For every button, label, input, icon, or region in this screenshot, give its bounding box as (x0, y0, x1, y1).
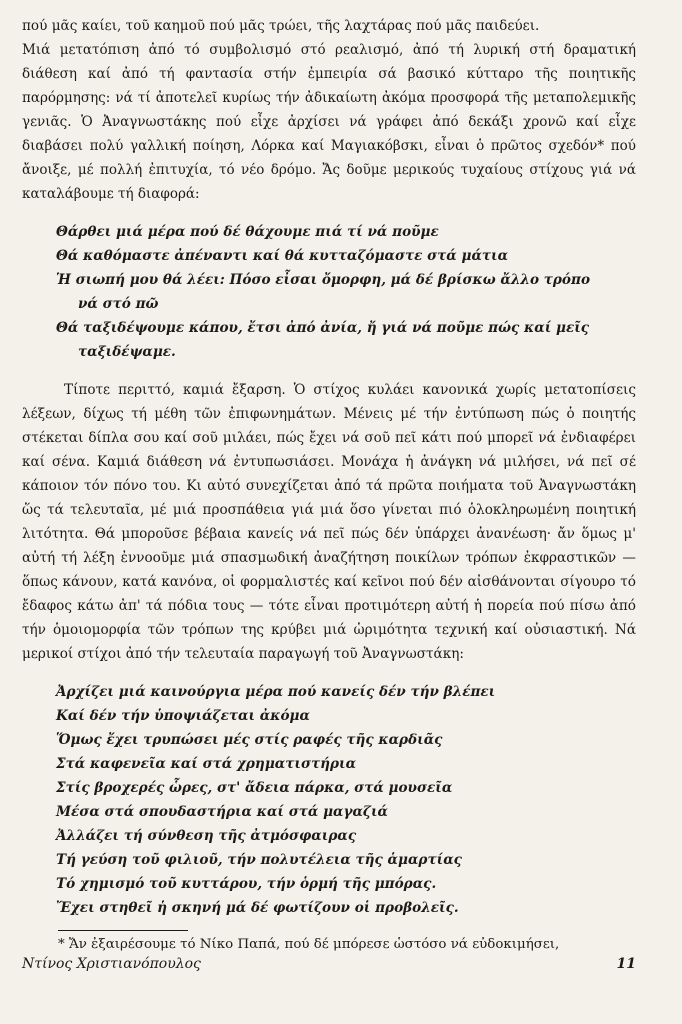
verse-line: Ἀρχίζει μιά καινούργια μέρα πού κανείς δέν τήν βλέπει (56, 684, 496, 700)
verse-line: Ἀλλάζει τή σύνθεση τῆς ἀτμόσφαιρας (56, 828, 357, 844)
verse-line-continuation: ταξιδέψαμε. (78, 344, 176, 360)
paragraph-continuation: πού μᾶς καίει, τοῦ καημοῦ πού μᾶς τρώει, τῆς λαχτάρας πού μᾶς παιδεύει. (22, 18, 540, 34)
verse-line: Θά καθόμαστε ἀπέναντι καί θά κυτταζόμαστε στά μάτια (56, 248, 509, 264)
verse-line: Τό χημισμό τοῦ κυττάρου, τήν ὁρμή τῆς μπόρας. (56, 876, 437, 892)
verse-line: Ὅμως ἔχει τρυπώσει μές στίς ραφές τῆς καρδιᾶς (56, 732, 443, 748)
verse-line: Ἔχει στηθεῖ ἡ σκηνή μά δέ φωτίζουν οἱ προβολεῖς. (56, 900, 459, 916)
verse-line: Καί δέν τήν ὑποψιάζεται ἀκόμα (56, 708, 310, 724)
running-author: Ντίνος Χριστιανόπουλος (22, 956, 201, 972)
paragraph-commentary: Τίποτε περιττό, καμιά ἔξαρση. Ὁ στίχος κυλάει κανονικά χωρίς μετατοπίσεις λέξεων, δίχως τή μέθη τῶν ἐπιφωνημάτων. Μένεις μέ τήν ἐντύπωση πώς ὁ ποιητής στέκεται δίπλα σου καί σοῦ μιλάει, πώς ἔχει νά σοῦ πεῖ κάτι πού μπορεῖ νά ἐνδιαφέρει καί σένα. Καμιά διάθεση νά ἐντυπωσιάσει. Μονάχα ἡ ἀνάγκη νά μιλήσει, νά πεῖ σέ κάποιον τόν πόνο του. Κι αὐτό συνεχίζεται ἀπό τά πρῶτα ποιήματα τοῦ Ἀναγνωστάκη ὥς τά τελευταῖα, μέ μιά προσπάθεια γιά μιά ὅσο γίνεται πιό ὁλοκληρωμένη ποιητική λιτότητα. Θά μποροῦσε βέβαια κανείς νά πεῖ πώς δέν ὑπάρχει ἀνανέωση· ἄν ὅμως μ' αὐτή τή λέξη ἐννοοῦμε μιά σπασμωδική ἀναζήτηση ποικίλων τρόπων ἐκφραστικῶν — ὅπως κάνουν, κατά κανόνα, οἱ φορμαλιστές καί κεῖνοι πού δέν αἰσθάνονται σίγουρο τό ἔδαφος κάτω ἀπ' τά πόδια τους — τότε εἶναι προτιμότερη αὐτή ἡ πορεία πού πίσω ἀπό τήν ὁμοιομορφία τῶν τρόπων της κρύβει μιά ὡριμότητα τεχνική καί οὐσιαστική. Νά μερικοί στίχοι ἀπό τήν τελευταία παραγωγή τοῦ Ἀναγνωστάκη: (22, 382, 636, 662)
verse-line: Μέσα στά σπουδαστήρια καί στά μαγαζιά (56, 804, 389, 820)
verse-line-continuation: νά στό πῶ (78, 296, 159, 312)
verse-line: Στίς βροχερές ὧρες, στ' ἄδεια πάρκα, στά μουσεῖα (56, 780, 453, 796)
verse-block-1 (56, 220, 636, 364)
page-number: 11 (616, 956, 636, 972)
paragraph-intro: Μιά μετατόπιση ἀπό τό συμβολισμό στό ρεαλισμό, ἀπό τή λυρική στή δραματική διάθεση καί ἀπό τή φαντασία στήν ἐμπειρία σά βασικό κύτταρο τῆς ποιητικῆς παρόρμησης: νά τί ἀποτελεῖ κυρίως τήν ἀδικαίωτη ἀκόμα προσφορά τῆς μεταπολεμικῆς γενιᾶς. Ὁ Ἀναγνωστάκης πού εἶχε ἀρχίσει νά γράφει ἀπό δεκάξι χρονῶ καί εἶχε διαβάσει πολύ γαλλική ποίηση, Λόρκα καί Μαγιακόβσκι, εἶναι ὁ πρῶτος σχεδόν* πού ἄνοιξε, μέ πολλή ἐπιτυχία, τό νέο δρόμο. Ἄς δοῦμε μερικούς τυχαίους στίχους γιά νά καταλάβουμε τή διαφορά: (22, 42, 636, 202)
page-footer (22, 956, 636, 972)
verse-line: Τή γεύση τοῦ φιλιοῦ, τήν πολυτέλεια τῆς ἁμαρτίας (56, 852, 462, 868)
verse-line: Θάρθει μιά μέρα πού δέ θάχουμε πιά τί νά ποῦμε (56, 224, 439, 240)
verse-line: Ἡ σιωπή μου θά λέει: Πόσο εἶσαι ὄμορφη, μά δέ βρίσκω ἄλλο τρόπο (56, 272, 591, 288)
footnote-divider (58, 930, 188, 931)
verse-line: Θά ταξιδέψουμε κάπου, ἔτσι ἀπό ἀνία, ἤ γιά νά ποῦμε πώς καί μεῖς (56, 320, 590, 336)
verse-line: Στά καφενεῖα καί στά χρηματιστήρια (56, 756, 357, 772)
verse-block-2 (56, 680, 636, 920)
footnote: * Ἄν ἐξαιρέσουμε τό Νίκο Παπά, πού δέ μπόρεσε ὡστόσο νά εὐδοκιμήσει, (58, 937, 560, 952)
